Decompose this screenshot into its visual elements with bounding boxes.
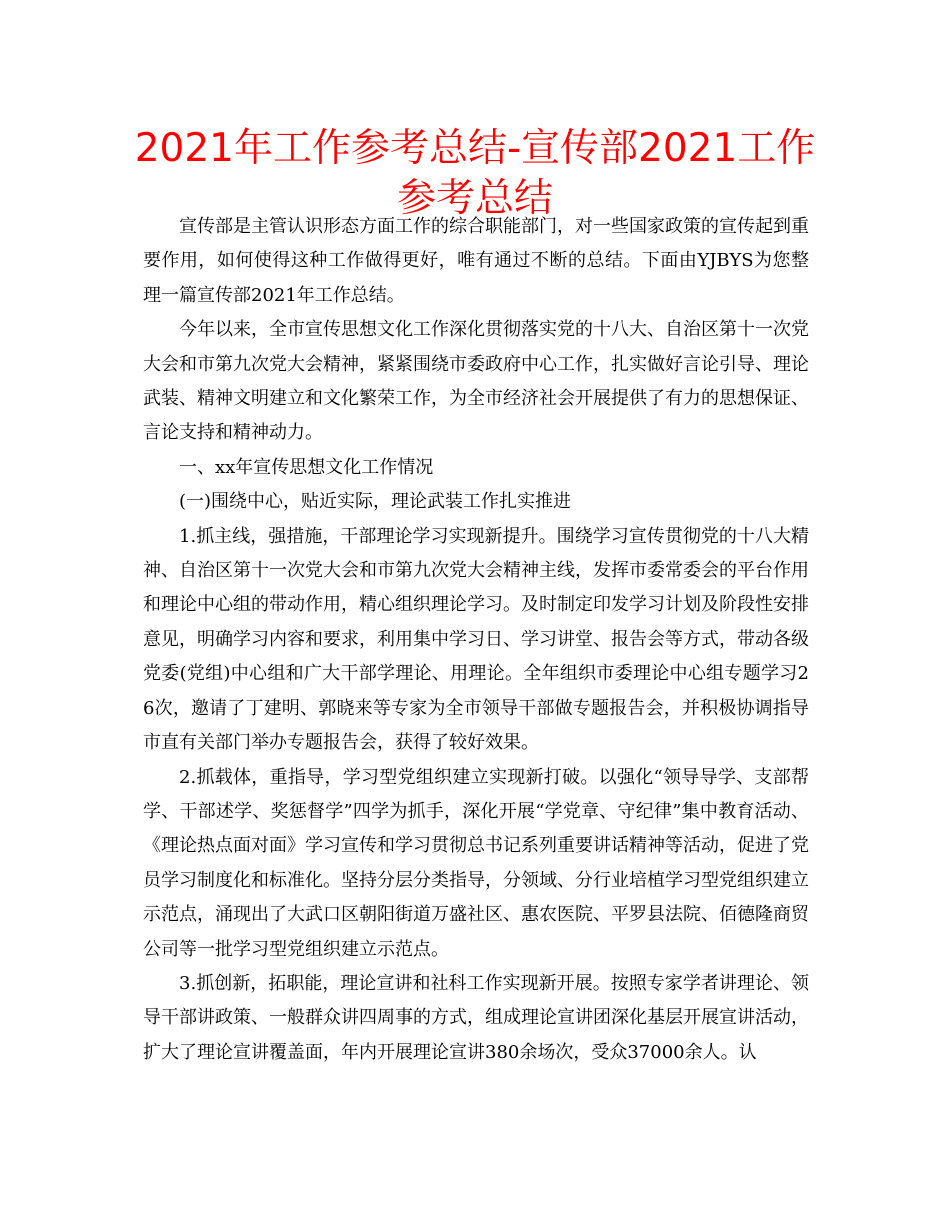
paragraph-item-1: 1.抓主线，强措施，干部理论学习实现新提升。围绕学习宣传贯彻党的十八大精神、自治区第十一次党大会和市第九次党大会精神主线，发挥市委常委会的平台作用和理论中心组的带动作用，精心组织理论学习。及时制定印发学习计划及阶段性安排意见，明确学习内容和要求，利用集中学习日、学习讲堂、报告会等方式，带动各级党委(党组)中心组和广大干部学理论、用理论。全年组织市委理论中心组专题学习26次，邀请了丁建明、郭晓来等专家为全市领导干部做专题报告会，并积极协调指导市直有关部门举办专题报告会，获得了较好效果。: [143, 525, 809, 754]
section-heading: 一、xx年宣传思想文化工作情况: [179, 456, 434, 478]
paragraph-item-2: 2.抓载体，重指导，学习型党组织建立实现新打破。以强化“领导导学、支部帮学、干部述学、奖惩督学”四学为抓手，深化开展“学党章、守纪律”集中教育活动、《理论热点面对面》学习宣传和学习贯彻总书记系列重要讲话精神等活动，促进了党员学习制度化和标准化。坚持分层分类指导，分领域、分行业培植学习型党组织建立示范点，涌现出了大武口区朝阳街道万盛社区、惠农医院、平罗县法院、佰德隆商贸公司等一批学习型党组织建立示范点。: [143, 766, 809, 960]
document-title: 2021年工作参考总结-宣传部2021工作参考总结: [134, 126, 816, 221]
document-body: [143, 210, 809, 1070]
paragraph-item-3: 3.抓创新，拓职能，理论宣讲和社科工作实现新开展。按照专家学者讲理论、领导干部讲政策、一般群众讲四周事的方式，组成理论宣讲团深化基层开展宣讲活动，扩大了理论宣讲覆盖面，年内开展理论宣讲380余场次，受众37000余人。认: [143, 972, 809, 1063]
paragraph-intro: 宣传部是主管认识形态方面工作的综合职能部门，对一些国家政策的宣传起到重要作用，如何使得这种工作做得更好，唯有通过不断的总结。下面由YJBYS为您整理一篇宣传部2021年工作总结。: [143, 216, 809, 306]
paragraph-overview: 今年以来，全市宣传思想文化工作深化贯彻落实党的十八大、自治区第十一次党大会和市第九次党大会精神，紧紧围绕市委政府中心工作，扎实做好言论引导、理论武装、精神文明建立和文化繁荣工作，为全市经济社会开展提供了有力的思想保证、言论支持和精神动力。: [143, 319, 809, 444]
subsection-heading: (一)围绕中心，贴近实际，理论武装工作扎实推进: [179, 491, 572, 513]
